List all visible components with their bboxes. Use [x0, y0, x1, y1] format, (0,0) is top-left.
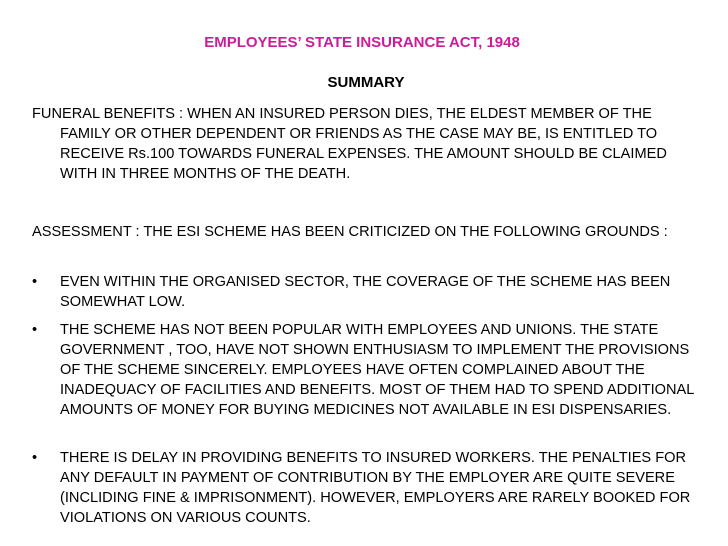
bullet-icon: • — [32, 322, 38, 338]
list-item — [32, 448, 700, 528]
assessment-paragraph: ASSESSMENT : THE ESI SCHEME HAS BEEN CRITICIZED ON THE FOLLOWING GROUNDS : — [32, 224, 668, 240]
slide-subtitle: SUMMARY — [327, 74, 405, 91]
list-item — [32, 272, 700, 312]
funeral-benefits-paragraph: FUNERAL BENEFITS : WHEN AN INSURED PERSON DIES, THE ELDEST MEMBER OF THE FAMILY OR OTHER DEPENDENT OR FRIENDS AS THE CASE MAY BE, IS ENTITLED TO RECEIVE Rs.100 TOWARDS FUNERAL EXPENSES. THE AMOUNT SHOULD BE CLAIMED WITH IN THREE MONTHS OF THE DEATH. — [32, 106, 667, 182]
list-item-text: THE SCHEME HAS NOT BEEN POPULAR WITH EMPLOYEES AND UNIONS. THE STATE GOVERNMENT , TOO, HAVE NOT SHOWN ENTHUSIASM TO IMPLEMENT THE PROVISIONS OF THE SCHEME SINCERELY. EMPLOYEES HAVE OFTEN COMPLAINED ABOUT THE INADEQUACY OF FACILITIES AND BENEFITS. MOST OF THEM HAD TO SPEND ADDITIONAL AMOUNTS OF MONEY FOR BUYING MEDICINES NOT AVAILABLE IN ESI DISPENSARIES. — [60, 322, 694, 418]
list-item — [32, 320, 700, 420]
bullet-icon: • — [32, 274, 38, 290]
bullet-icon: • — [32, 450, 38, 466]
slide-title: EMPLOYEES’ STATE INSURANCE ACT, 1948 — [204, 34, 520, 51]
list-item-text: THERE IS DELAY IN PROVIDING BENEFITS TO INSURED WORKERS. THE PENALTIES FOR ANY DEFAULT IN PAYMENT OF CONTRIBUTION BY THE EMPLOYER ARE QUITE SEVERE (INCLIDING FINE & IMPRISONMENT). HOWEVER, EMPLOYERS ARE RARELY BOOKED FOR VIOLATIONS ON VARIOUS COUNTS. — [60, 450, 691, 526]
list-item-text: EVEN WITHIN THE ORGANISED SECTOR, THE COVERAGE OF THE SCHEME HAS BEEN SOMEWHAT LOW. — [60, 274, 671, 310]
